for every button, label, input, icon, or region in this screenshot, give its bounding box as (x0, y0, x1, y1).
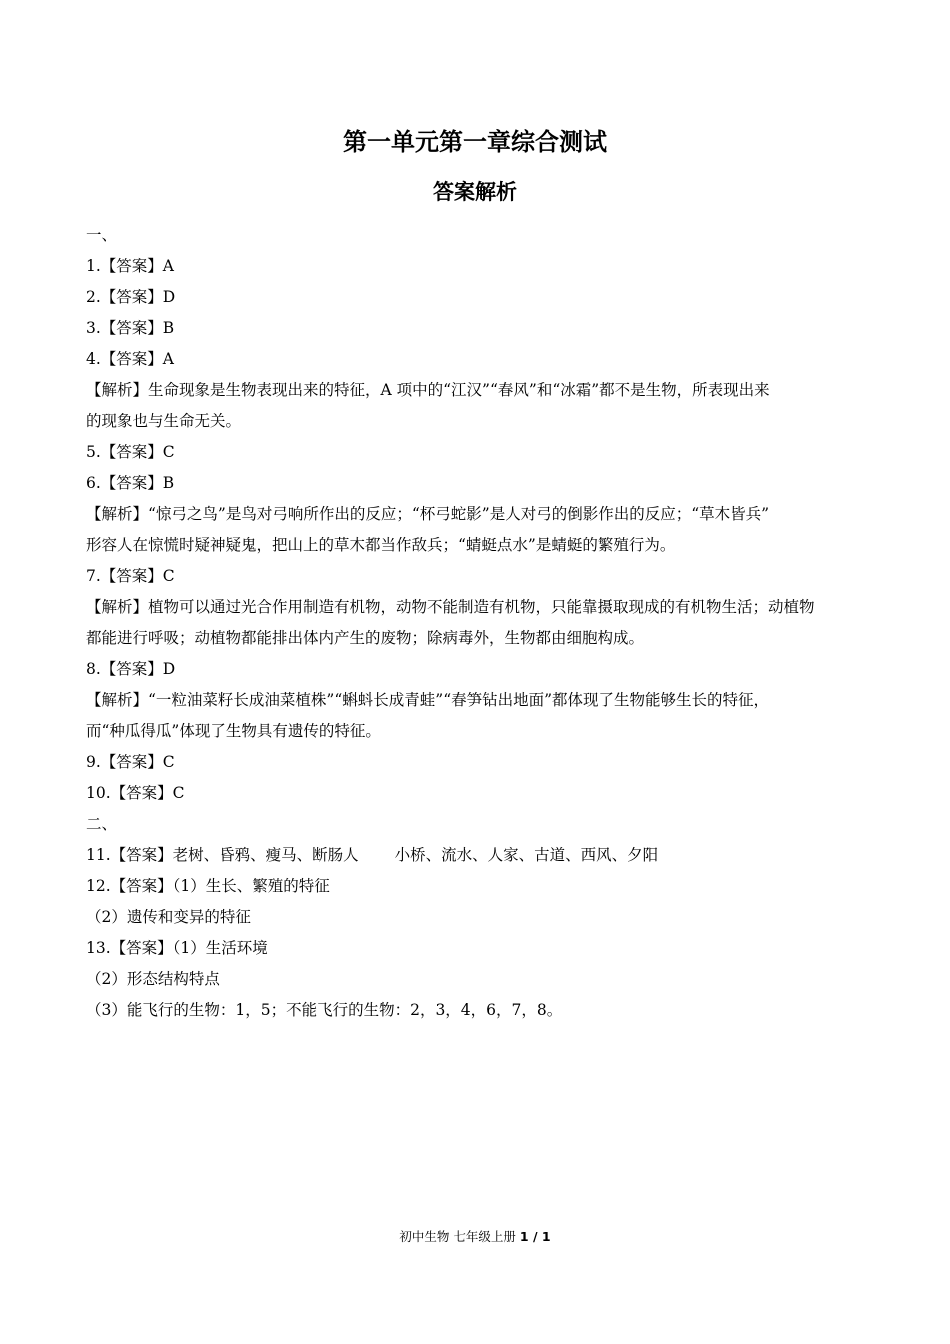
footer-text: 初中生物 七年级上册 (399, 1229, 516, 1244)
section-heading: 二、 (86, 815, 118, 833)
answer-line: 2.【答案】D (86, 288, 176, 306)
answer-line: （3）能飞行的生物：1，5；不能飞行的生物：2，3，4，6，7，8。 (86, 1001, 563, 1019)
analysis-line: 的现象也与生命无关。 (86, 412, 242, 430)
answer-line: 10.【答案】C (86, 784, 185, 802)
analysis-line: 【解析】“惊弓之鸟”是鸟对弓响所作出的反应；“杯弓蛇影”是人对弓的倒影作出的反应；“草木皆兵” (86, 505, 770, 523)
answer-line: （2）遗传和变异的特征 (86, 908, 251, 926)
analysis-line: 【解析】生命现象是生物表现出来的特征，A 项中的“江汉”“春风”和“冰霜”都不是生物，所表现出来 (86, 381, 770, 399)
answer-line: 7.【答案】C (86, 567, 175, 585)
answer-line: 12.【答案】（1）生长、繁殖的特征 (86, 877, 330, 895)
page-footer (0, 1227, 950, 1245)
document-subtitle: 答案解析 (433, 180, 517, 204)
answer-part: 小桥、流水、人家、古道、西风、夕阳 (394, 846, 659, 864)
answer-part: 11.【答案】老树、昏鸦、瘦马、断肠人 (86, 846, 359, 864)
answer-line: （2）形态结构特点 (86, 970, 220, 988)
analysis-line: 都能进行呼吸；动植物都能排出体内产生的废物；除病毒外，生物都由细胞构成。 (86, 629, 645, 647)
answer-line: 4.【答案】A (86, 350, 174, 368)
answer-content (86, 220, 871, 1026)
analysis-line: 而“种瓜得瓜”体现了生物具有遗传的特征。 (86, 722, 381, 740)
answer-line: 1.【答案】A (86, 257, 174, 275)
answer-line: 3.【答案】B (86, 319, 175, 337)
document-title: 第一单元第一章综合测试 (343, 128, 607, 156)
section-heading: 一、 (86, 226, 118, 244)
answer-line: 6.【答案】B (86, 474, 175, 492)
answer-line: 13.【答案】（1）生活环境 (86, 939, 268, 957)
answer-line: 9.【答案】C (86, 753, 175, 771)
answer-line (86, 840, 871, 871)
answer-line: 8.【答案】D (86, 660, 176, 678)
answer-line: 5.【答案】C (86, 443, 175, 461)
analysis-line: 【解析】“一粒油菜籽长成油菜植株”“蝌蚪长成青蛙”“春笋钻出地面”都体现了生物能够生长的特征， (86, 691, 770, 709)
analysis-line: 【解析】植物可以通过光合作用制造有机物，动物不能制造有机物，只能靠摄取现成的有机物生活；动植物 (86, 598, 815, 616)
analysis-line: 形容人在惊慌时疑神疑鬼，把山上的草木都当作敌兵；“蜻蜓点水”是蜻蜓的繁殖行为。 (86, 536, 676, 554)
page-number: 1 / 1 (519, 1229, 551, 1244)
